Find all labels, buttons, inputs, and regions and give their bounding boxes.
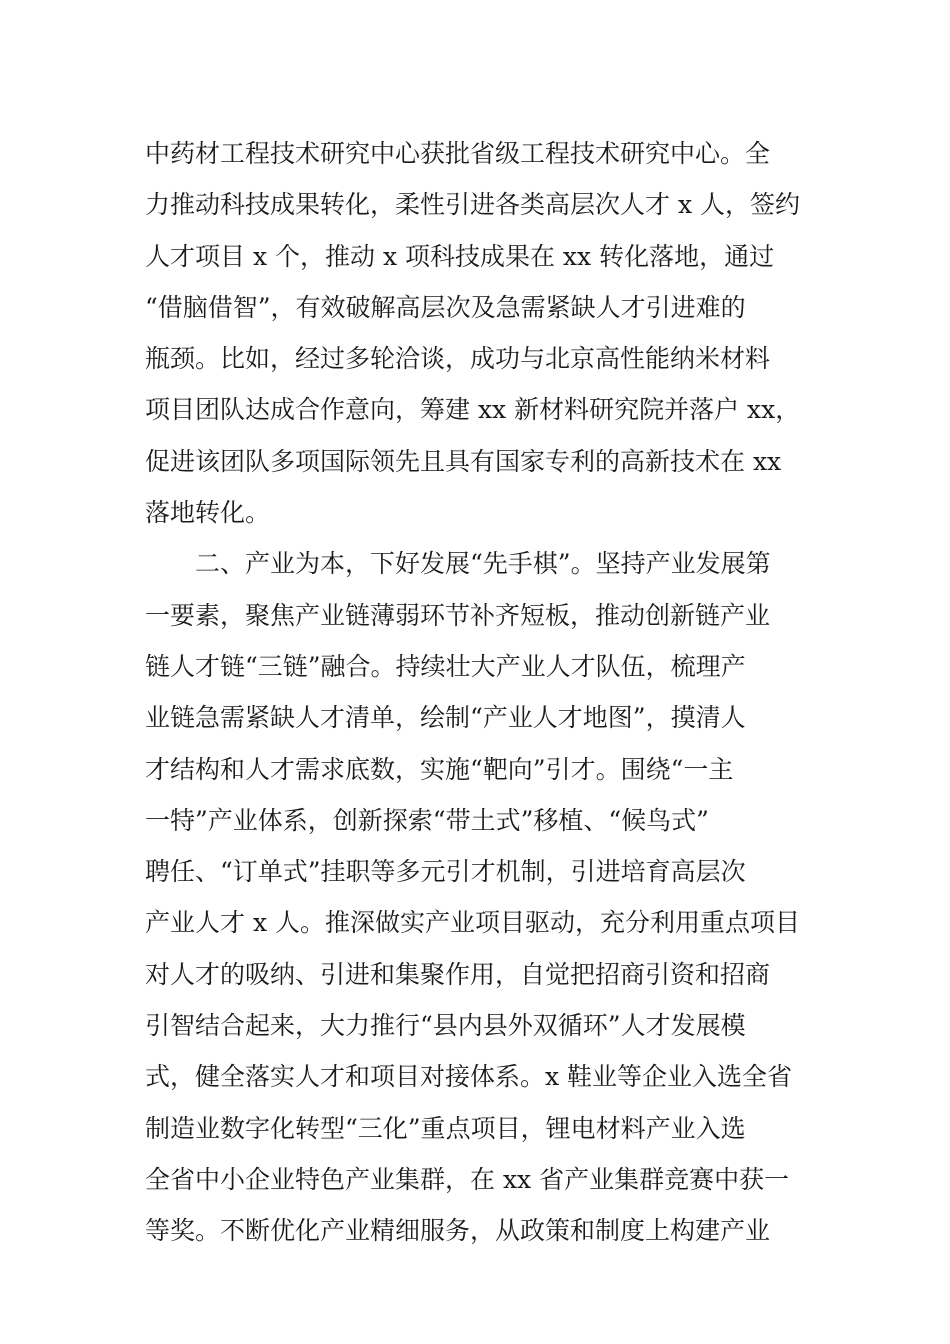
paragraph-line: 二、产业为本，下好发展“先手棋”。坚持产业发展第 bbox=[195, 549, 771, 579]
paragraph-1 bbox=[145, 128, 845, 538]
paragraph-line: 业链急需紧缺人才清单，绘制“产业人才地图”，摸清人 bbox=[145, 703, 746, 733]
paragraph-line: 链人才链“三链”融合。持续壮大产业人才队伍，梳理产 bbox=[145, 651, 746, 681]
paragraph-line: 对人才的吸纳、引进和集聚作用，自觉把招商引资和招商 bbox=[145, 959, 771, 989]
paragraph-line: 促进该团队多项国际领先且具有国家专利的高新技术在 xx bbox=[145, 446, 782, 476]
paragraph-line: 力推动科技成果转化，柔性引进各类高层次人才 x 人，签约 bbox=[145, 190, 800, 220]
paragraph-line: 全省中小企业特色产业集群，在 xx 省产业集群竞赛中获一 bbox=[145, 1164, 790, 1194]
paragraph-line: 瓶颈。比如，经过多轮洽谈，成功与北京高性能纳米材料 bbox=[145, 344, 771, 374]
paragraph-line: 一特”产业体系，创新探索“带土式”移植、“候鸟式” bbox=[145, 805, 709, 835]
paragraph-line: 人才项目 x 个，推动 x 项科技成果在 xx 转化落地，通过 bbox=[145, 241, 775, 271]
paragraph-line: 引智结合起来，大力推行“县内县外双循环”人才发展模 bbox=[145, 1011, 746, 1041]
paragraph-line: 产业人才 x 人。推深做实产业项目驱动，充分利用重点项目 bbox=[145, 908, 800, 938]
paragraph-2 bbox=[145, 538, 845, 1256]
paragraph-line: 一要素，聚焦产业链薄弱环节补齐短板，推动创新链产业 bbox=[145, 600, 771, 630]
paragraph-line: 等奖。不断优化产业精细服务，从政策和制度上构建产业 bbox=[145, 1216, 771, 1246]
paragraph-line: 项目团队达成合作意向，筹建 xx 新材料研究院并落户 xx， bbox=[145, 395, 801, 425]
paragraph-line: 才结构和人才需求底数，实施“靶向”引才。围绕“一主 bbox=[145, 754, 734, 784]
document-body bbox=[145, 128, 845, 1257]
paragraph-line: 中药材工程技术研究中心获批省级工程技术研究中心。全 bbox=[145, 139, 771, 168]
paragraph-line: 制造业数字化转型“三化”重点项目，锂电材料产业入选 bbox=[145, 1113, 746, 1143]
paragraph-line: 聘任、“订单式”挂职等多元引才机制，引进培育高层次 bbox=[145, 857, 746, 887]
paragraph-line: “借脑借智”，有效破解高层次及急需紧缺人才引进难的 bbox=[145, 292, 746, 322]
paragraph-line: 落地转化。 bbox=[145, 498, 271, 528]
paragraph-line: 式，健全落实人才和项目对接体系。x 鞋业等企业入选全省 bbox=[145, 1062, 793, 1092]
